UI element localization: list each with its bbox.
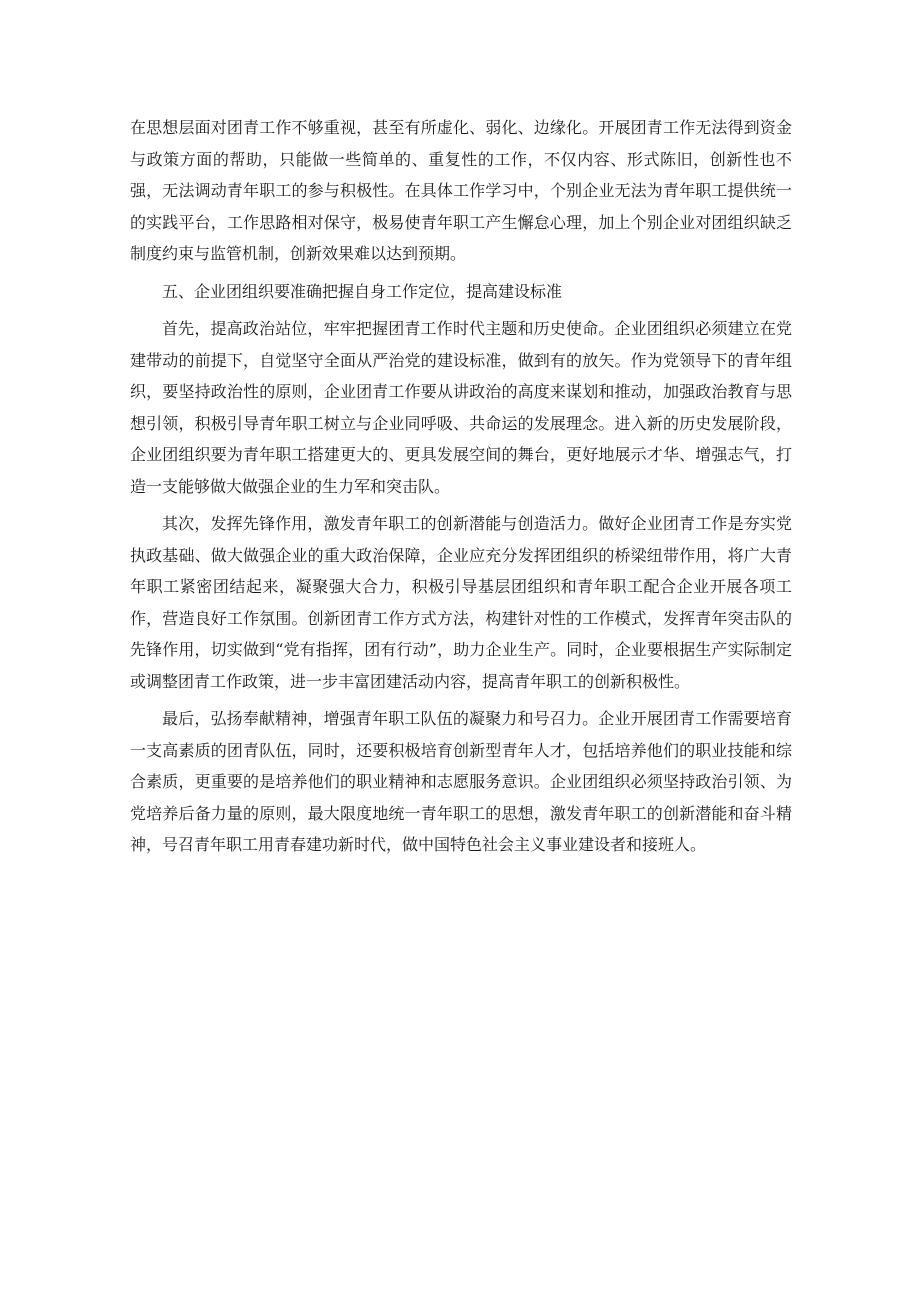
paragraph-first: 首先，提高政治站位，牢牢把握团青工作时代主题和历史使命。企业团组织必须建立在党建带动的前提下，自觉坚守全面从严治党的建设标准，做到有的放矢。作为党领导下的青年组织，要坚持政治性的原则，企业团青工作要从讲政治的高度来谋划和推动，加强政治教育与思想引领，积极引导青年职工树立与企业同呼吸、共命运的发展理念。进入新的历史发展阶段，企业团组织要为青年职工搭建更大的、更具发展空间的舞台，更好地展示才华、增强志气，打造一支能够做大做强企业的生力军和突击队。: [130, 319, 792, 496]
paragraph-continued: 在思想层面对团青工作不够重视，甚至有所虚化、弱化、边缘化。开展团青工作无法得到资金与政策方面的帮助，只能做一些简单的、重复性的工作，不仅内容、形式陈旧，创新性也不强，无法调动青年职工的参与积极性。在具体工作学习中，个别企业无法为青年职工提供统一的实践平台，工作思路相对保守，极易使青年职工产生懈怠心理，加上个别企业对团组织缺乏制度约束与监管机制，创新效果难以达到预期。: [130, 118, 792, 263]
paragraph-second: 其次，发挥先锋作用，激发青年职工的创新潜能与创造活力。做好企业团青工作是夯实党执政基础、做大做强企业的重大政治保障，企业应充分发挥团组织的桥梁纽带作用，将广大青年职工紧密团结起来，凝聚强大合力，积极引导基层团组织和青年职工配合企业开展各项工作，营造良好工作氛围。创新团青工作方式方法，构建针对性的工作模式，发挥青年突击队的先锋作用，切实做到“党有指挥，团有行动”，助力企业生产。同时，企业要根据生产实际制定或调整团青工作政策，进一步丰富团建活动内容，提高青年职工的创新积极性。: [130, 514, 792, 691]
document-body: [130, 112, 792, 861]
paragraph-last: 最后，弘扬奉献精神，增强青年职工队伍的凝聚力和号召力。企业开展团青工作需要培育一支高素质的团青队伍，同时，还要积极培育创新型青年人才，包括培养他们的职业技能和综合素质，更重要的是培养他们的职业精神和志愿服务意识。企业团组织必须坚持政治引领、为党培养后备力量的原则，最大限度地统一青年职工的思想，激发青年职工的创新潜能和奋斗精神，号召青年职工用青春建功新时代，做中国特色社会主义事业建设者和接班人。: [130, 709, 792, 854]
section-heading: 五、企业团组织要准确把握自身工作定位，提高建设标准: [162, 281, 563, 301]
